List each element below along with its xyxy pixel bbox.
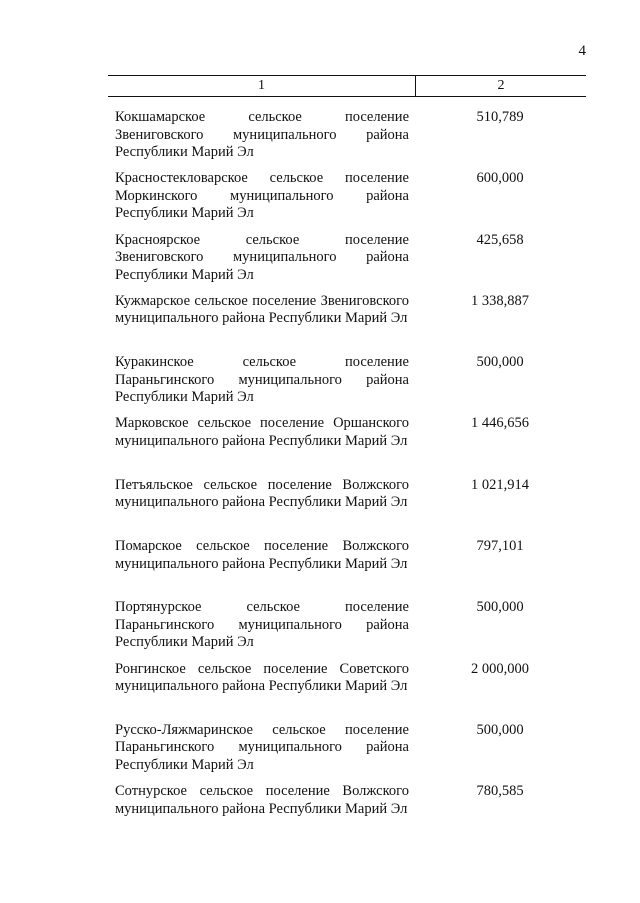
table-body [115,109,586,845]
table-row [115,722,586,783]
table-row [115,170,586,231]
settlement-name: Ронгинское сельское поселение Советского муниципального района Республики Марий Эл [115,660,409,695]
settlement-name: Кокшамарское сельское поселение Звениговского муниципального района Республики Марий Эл [115,109,409,160]
settlement-name: Куракинское сельское поселение Параньгинского муниципального района Республики Марий Эл [115,354,409,406]
settlement-amount: 2 000,000 [471,660,529,677]
settlement-amount: 500,000 [476,721,524,738]
settlement-amount: 500,000 [476,599,524,616]
table-row [115,538,586,599]
table-row [115,661,586,722]
settlement-name: Помарское сельское поселение Волжского муниципального района Республики Марий Эл [115,538,409,572]
settlement-amount: 1 021,914 [471,476,529,493]
settlement-amount: 1 338,887 [471,292,529,309]
settlement-name: Красностекловарское сельское поселение Моркинского муниципального района Республики Марий Эл [115,170,409,222]
settlement-name: Портянурское сельское поселение Параньгинского муниципального района Республики Марий Эл [115,599,409,651]
settlement-name: Сотнурское сельское поселение Волжского муниципального района Республики Марий Эл [115,783,409,817]
table-row [115,415,586,476]
page-number: 4 [578,43,586,59]
table-header [108,75,586,97]
settlement-amount: 1 446,656 [471,415,529,432]
settlement-name: Кужмарское сельское поселение Звениговского муниципального района Республики Марий Эл [115,292,409,327]
settlement-amount: 600,000 [476,170,524,187]
settlement-name: Марковское сельское поселение Оршанского муниципального района Республики Марий Эл [115,415,409,449]
settlement-amount: 425,658 [476,231,524,248]
table-row [115,354,586,415]
table-row [115,109,586,170]
column-header-1: 1 [258,78,265,93]
column-header-2: 2 [497,78,505,93]
settlement-amount: 500,000 [476,354,524,371]
settlement-amount: 510,789 [476,109,524,125]
table-row [115,477,586,538]
settlement-name: Петъяльское сельское поселение Волжского муниципального района Республики Марий Эл [115,476,409,511]
settlement-amount: 780,585 [476,783,524,800]
table-row [115,783,586,844]
settlement-name: Красноярское сельское поселение Звениговского муниципального района Республики Марий Эл [115,231,409,283]
table-row [115,293,586,354]
settlement-amount: 797,101 [476,538,524,555]
settlement-name: Русско-Ляжмаринское сельское поселение Параньгинского муниципального района Республики Марий Эл [115,721,409,773]
table-row [115,232,586,293]
table-row [115,599,586,660]
